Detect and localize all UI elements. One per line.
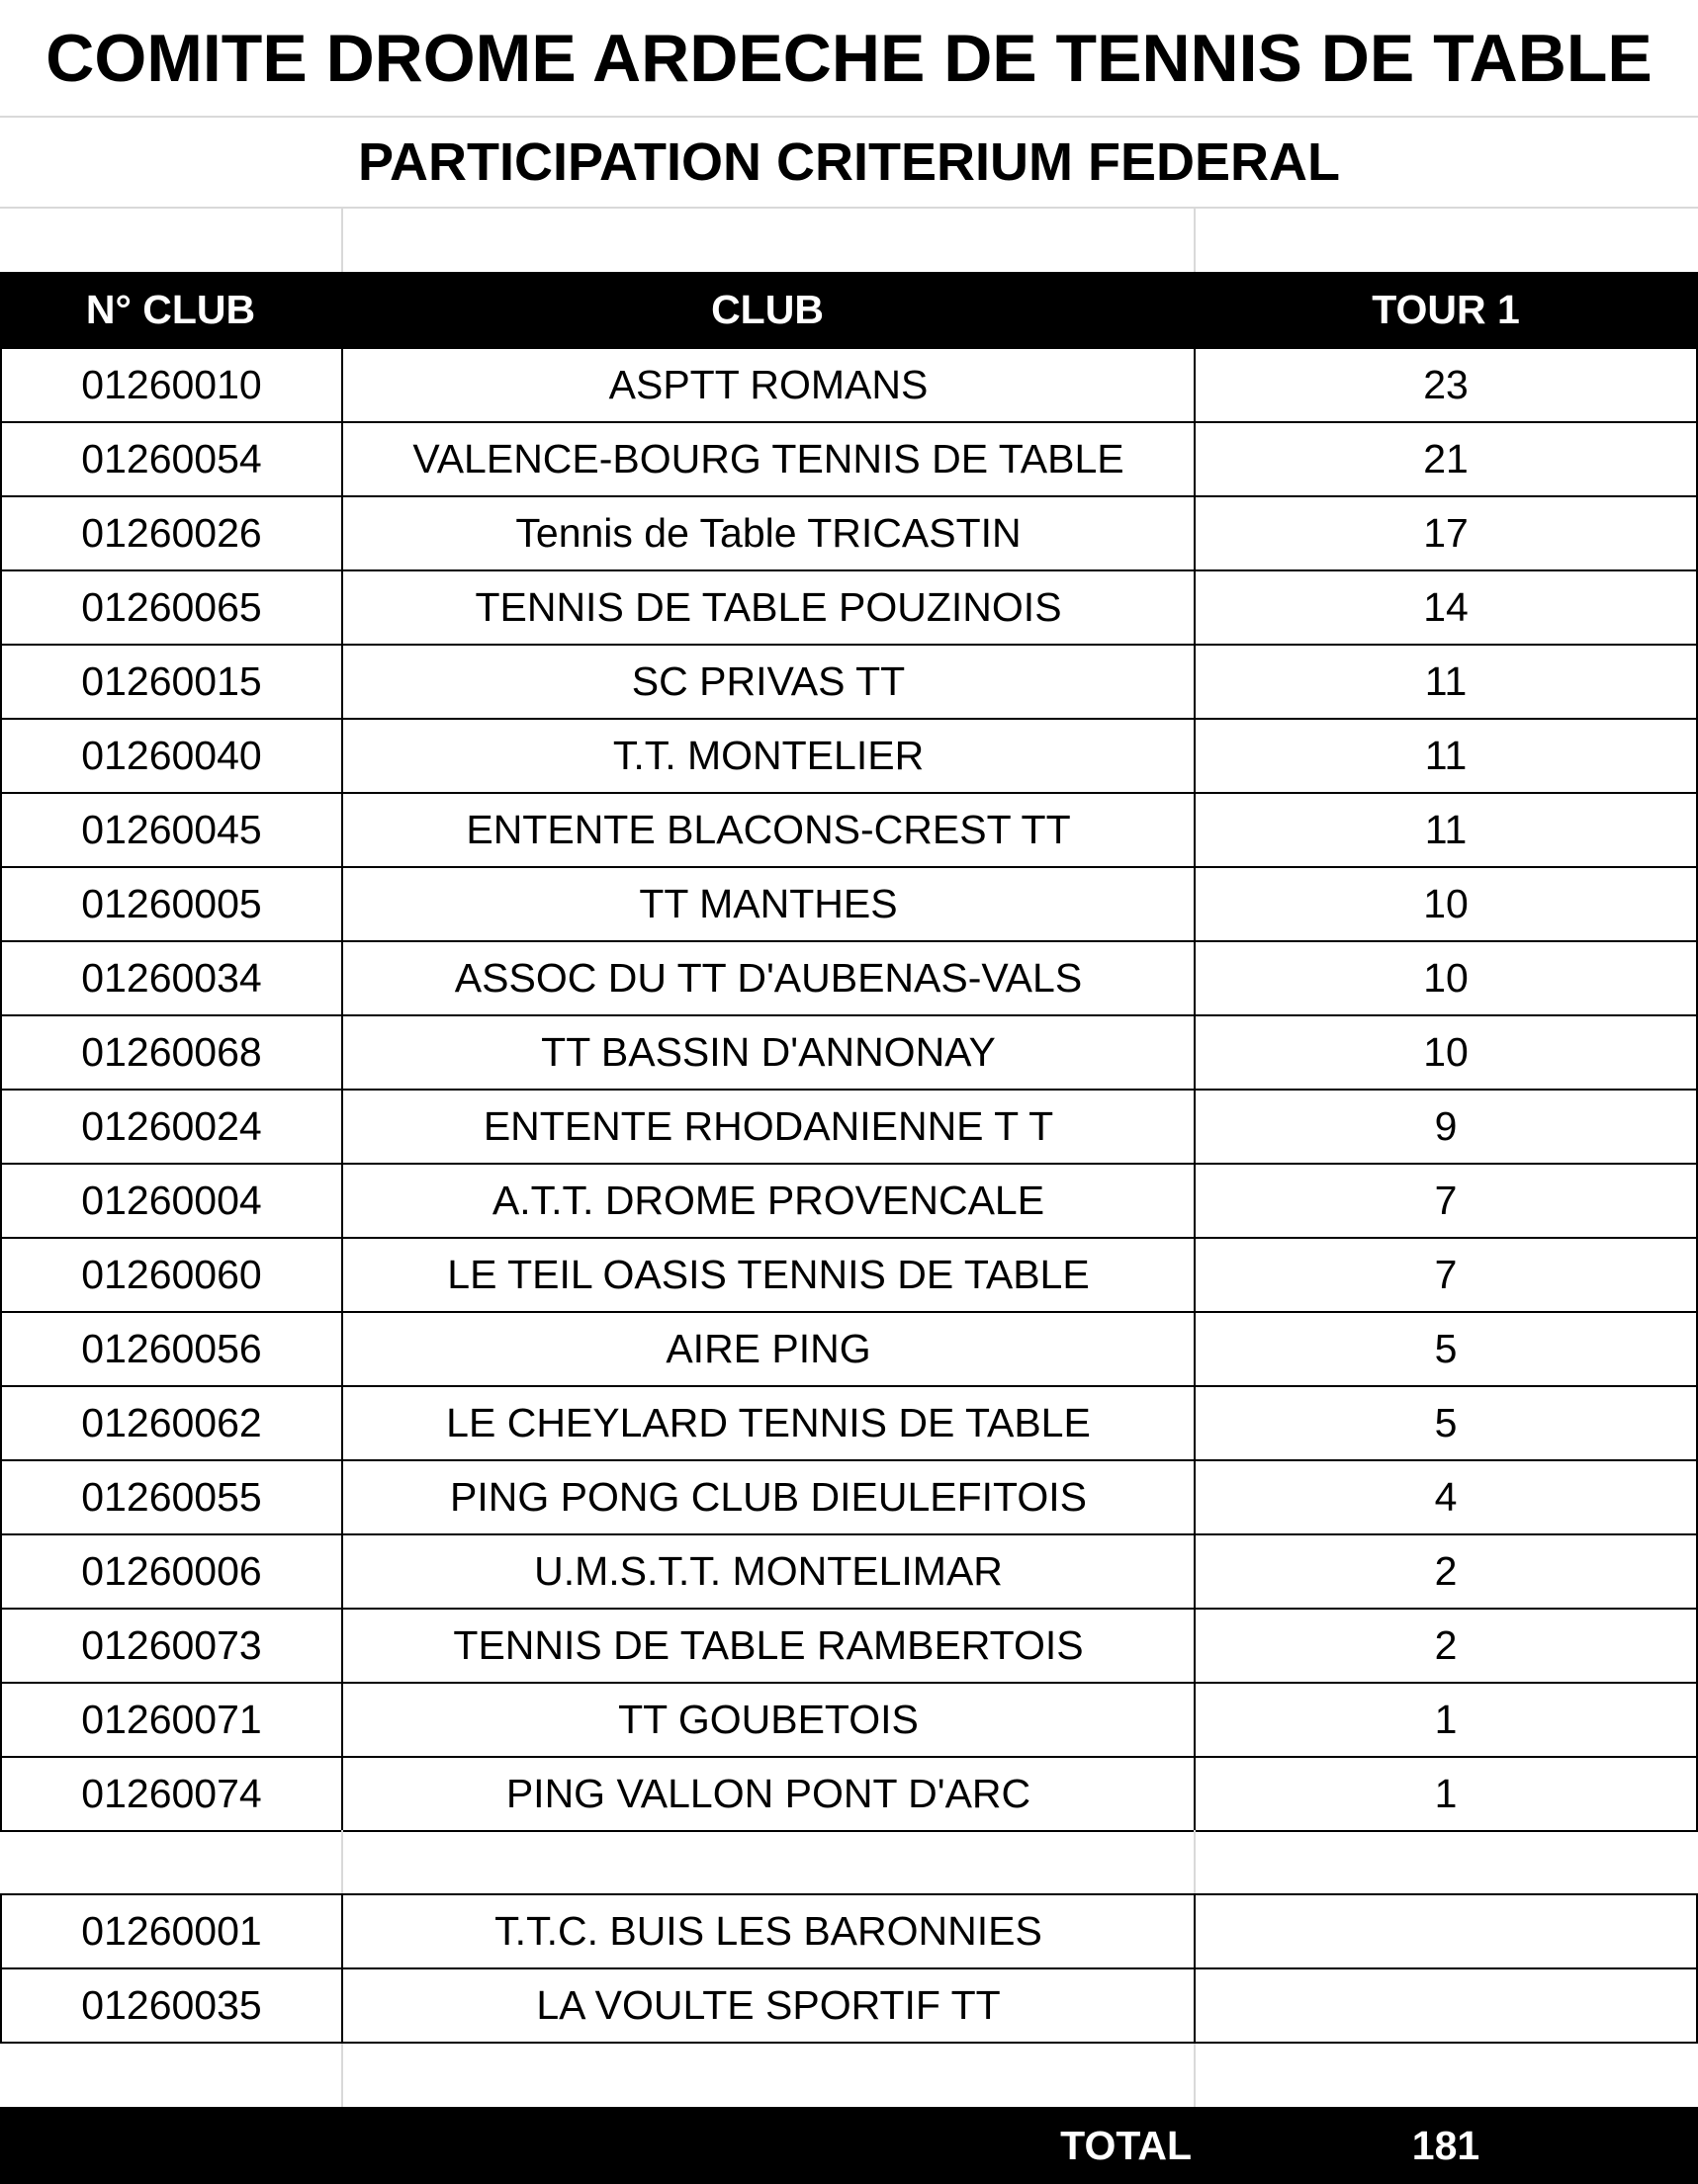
table-header xyxy=(0,272,1698,348)
club-name-cell: TT BASSIN D'ANNONAY xyxy=(342,1015,1195,1090)
page-title: COMITE DROME ARDECHE DE TENNIS DE TABLE xyxy=(0,0,1698,118)
club-number-cell: 01260005 xyxy=(1,867,342,941)
tour1-count-cell: 4 xyxy=(1195,1460,1697,1534)
club-name-cell: ASSOC DU TT D'AUBENAS-VALS xyxy=(342,941,1195,1015)
club-name-cell: LE CHEYLARD TENNIS DE TABLE xyxy=(342,1386,1195,1460)
club-number-cell: 01260034 xyxy=(1,941,342,1015)
club-number-cell: 01260073 xyxy=(1,1609,342,1683)
tour1-count-cell: 21 xyxy=(1195,422,1697,496)
tour1-count-cell: 7 xyxy=(1195,1238,1697,1312)
club-name-cell: SC PRIVAS TT xyxy=(342,645,1195,719)
club-name-cell: TT GOUBETOIS xyxy=(342,1683,1195,1757)
club-number-cell: 01260074 xyxy=(1,1757,342,1831)
tour1-count-cell: 11 xyxy=(1195,645,1697,719)
club-name-cell: PING PONG CLUB DIEULEFITOIS xyxy=(342,1460,1195,1534)
column-header-club: CLUB xyxy=(711,287,824,332)
total-value: 181 xyxy=(1411,2123,1480,2168)
club-number-cell: 01260024 xyxy=(1,1090,342,1164)
club-name-cell: AIRE PING xyxy=(342,1312,1195,1386)
page-subtitle: PARTICIPATION CRITERIUM FEDERAL xyxy=(0,118,1698,209)
club-name-cell: VALENCE-BOURG TENNIS DE TABLE xyxy=(342,422,1195,496)
table-row xyxy=(1,1757,1697,1831)
club-name-cell: LE TEIL OASIS TENNIS DE TABLE xyxy=(342,1238,1195,1312)
tour1-count-cell: 5 xyxy=(1195,1312,1697,1386)
club-name-cell: ENTENTE RHODANIENNE T T xyxy=(342,1090,1195,1164)
tour1-count-cell: 7 xyxy=(1195,1164,1697,1238)
total-row xyxy=(0,2107,1698,2184)
club-name-cell: ENTENTE BLACONS-CREST TT xyxy=(342,793,1195,867)
tour1-count-cell: 9 xyxy=(1195,1090,1697,1164)
club-number-cell: 01260035 xyxy=(1,1968,342,2043)
total-label: TOTAL xyxy=(1060,2123,1192,2168)
table-row xyxy=(1,1015,1697,1090)
club-number-cell: 01260065 xyxy=(1,570,342,645)
table-row xyxy=(1,719,1697,793)
club-name-cell: U.M.S.T.T. MONTELIMAR xyxy=(342,1534,1195,1609)
table-row xyxy=(1,1683,1697,1757)
club-number-cell: 01260062 xyxy=(1,1386,342,1460)
table-row xyxy=(1,1534,1697,1609)
club-number-cell: 01260004 xyxy=(1,1164,342,1238)
table-row xyxy=(1,570,1697,645)
club-name-cell: A.T.T. DROME PROVENCALE xyxy=(342,1164,1195,1238)
club-name-cell: ASPTT ROMANS xyxy=(342,348,1195,422)
club-number-cell: 01260045 xyxy=(1,793,342,867)
tour1-count-cell: 10 xyxy=(1195,1015,1697,1090)
club-number-cell: 01260071 xyxy=(1,1683,342,1757)
table-row xyxy=(1,1968,1697,2043)
empty-row xyxy=(0,209,1698,272)
table-row xyxy=(1,1090,1697,1164)
club-name-cell: TT MANTHES xyxy=(342,867,1195,941)
club-number-cell: 01260040 xyxy=(1,719,342,793)
tour1-count-cell: 11 xyxy=(1195,793,1697,867)
table-row xyxy=(1,793,1697,867)
tour1-count-cell: 2 xyxy=(1195,1609,1697,1683)
table-row xyxy=(1,348,1697,422)
club-number-cell: 01260015 xyxy=(1,645,342,719)
club-number-cell: 01260055 xyxy=(1,1460,342,1534)
club-number-cell: 01260010 xyxy=(1,348,342,422)
tour1-count-cell: 23 xyxy=(1195,348,1697,422)
table-row xyxy=(1,867,1697,941)
club-name-cell: Tennis de Table TRICASTIN xyxy=(342,496,1195,570)
tour1-count-cell: 11 xyxy=(1195,719,1697,793)
club-number-cell: 01260006 xyxy=(1,1534,342,1609)
club-name-cell: TENNIS DE TABLE RAMBERTOIS xyxy=(342,1609,1195,1683)
table-row xyxy=(1,645,1697,719)
table-row xyxy=(1,422,1697,496)
club-number-cell: 01260026 xyxy=(1,496,342,570)
tour1-count-cell: 1 xyxy=(1195,1683,1697,1757)
club-number-cell: 01260054 xyxy=(1,422,342,496)
tour1-count-cell: 14 xyxy=(1195,570,1697,645)
club-name-cell: T.T.C. BUIS LES BARONNIES xyxy=(342,1894,1195,1968)
tour1-count-cell xyxy=(1195,1968,1697,2043)
club-name-cell: T.T. MONTELIER xyxy=(342,719,1195,793)
clubs-without-entries-table xyxy=(0,1893,1698,2044)
table-row xyxy=(1,1164,1697,1238)
empty-row xyxy=(0,2044,1698,2107)
column-header-tour1: TOUR 1 xyxy=(1372,287,1520,332)
table-row xyxy=(1,496,1697,570)
club-number-cell: 01260001 xyxy=(1,1894,342,1968)
table-row xyxy=(1,941,1697,1015)
clubs-table xyxy=(0,347,1698,1832)
table-row xyxy=(1,1238,1697,1312)
tour1-count-cell: 10 xyxy=(1195,941,1697,1015)
table-row xyxy=(1,1312,1697,1386)
club-name-cell: PING VALLON PONT D'ARC xyxy=(342,1757,1195,1831)
club-number-cell: 01260068 xyxy=(1,1015,342,1090)
tour1-count-cell: 1 xyxy=(1195,1757,1697,1831)
table-row xyxy=(1,1386,1697,1460)
table-row xyxy=(1,1609,1697,1683)
tour1-count-cell: 10 xyxy=(1195,867,1697,941)
table-row xyxy=(1,1460,1697,1534)
club-number-cell: 01260056 xyxy=(1,1312,342,1386)
table-row xyxy=(1,1894,1697,1968)
club-number-cell: 01260060 xyxy=(1,1238,342,1312)
column-header-club-no: N° CLUB xyxy=(85,287,256,332)
club-name-cell: TENNIS DE TABLE POUZINOIS xyxy=(342,570,1195,645)
tour1-count-cell xyxy=(1195,1894,1697,1968)
club-name-cell: LA VOULTE SPORTIF TT xyxy=(342,1968,1195,2043)
tour1-count-cell: 5 xyxy=(1195,1386,1697,1460)
empty-row xyxy=(0,1830,1698,1894)
tour1-count-cell: 17 xyxy=(1195,496,1697,570)
tour1-count-cell: 2 xyxy=(1195,1534,1697,1609)
